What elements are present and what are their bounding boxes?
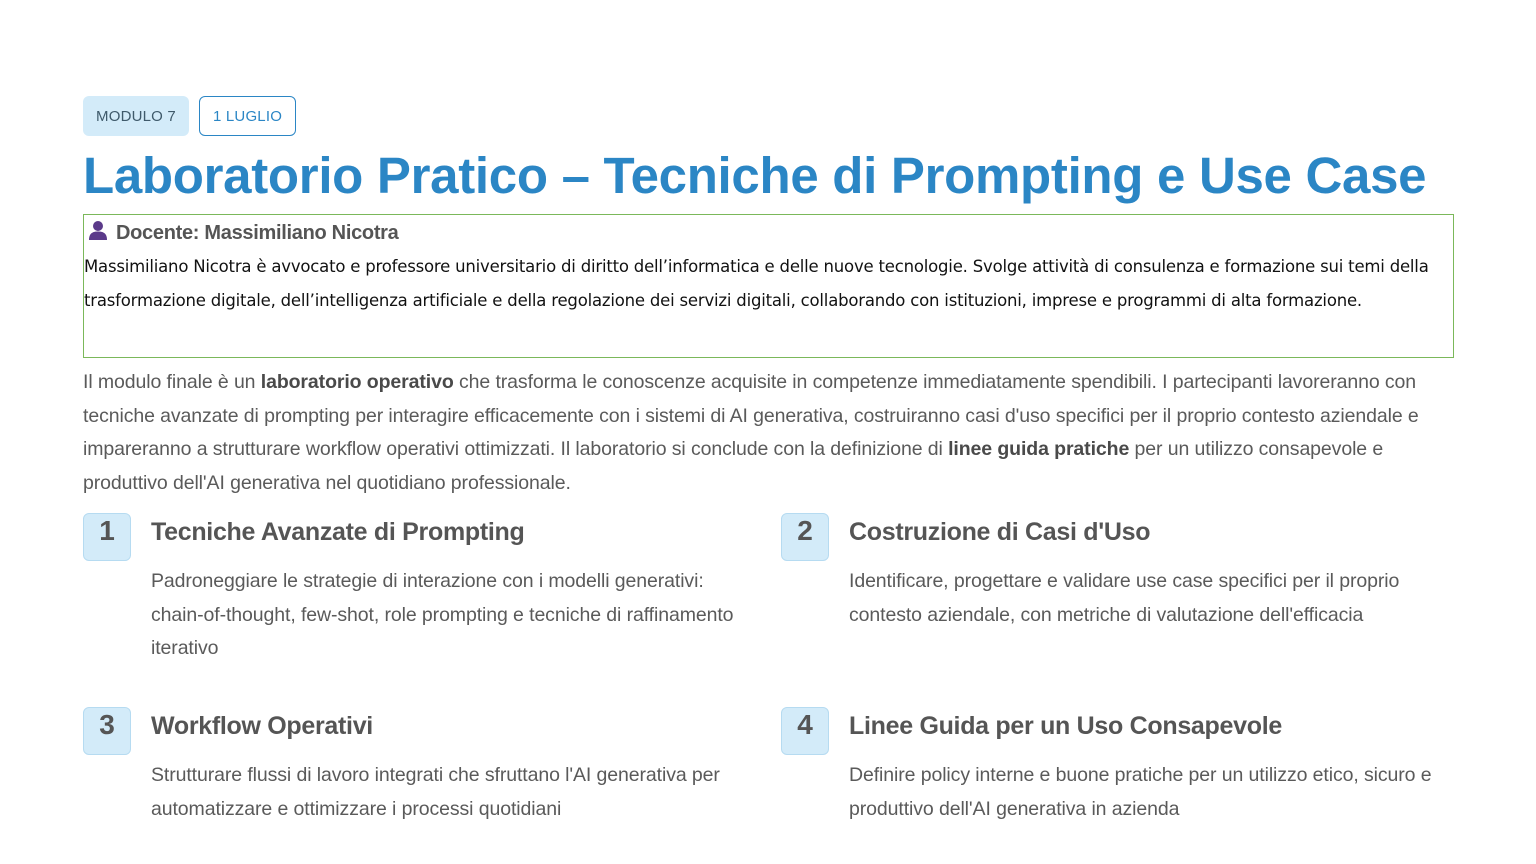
topic-number: 2: [781, 513, 829, 561]
intro-text: che trasforma le conoscenze acquisite in competenze immediatamente spendibili. I partecipanti lavoreranno con tecniche avanzate di prompting per interagire efficacemente con i sistemi di AI generativa, costruiranno casi d'uso specifici per il proprio contesto aziendale e impareranno a strutturare workflow operativi ottimizzati. Il laboratorio si conclude con la definizione di: [83, 371, 1419, 460]
topic-number: 1: [83, 513, 131, 561]
page-title: Laboratorio Pratico – Tecniche di Prompting e Use Case: [83, 147, 1427, 204]
badge-row: [83, 96, 296, 136]
topic-title: Workflow Operativi: [151, 712, 373, 740]
intro-text: Il modulo finale è un: [83, 371, 261, 393]
topic-number: 3: [83, 707, 131, 755]
topic-description: Definire policy interne e buone pratiche per un utilizzo etico, sicuro e produttivo dell'AI generativa in azienda: [849, 764, 1432, 820]
user-icon: [88, 220, 108, 246]
intro-text: per un utilizzo consapevole e produttivo dell'AI generativa nel quotidiano professionale.: [83, 438, 1384, 494]
topic-description: Padroneggiare le strategie di interazione con i modelli generativi: chain-of-thought, few-shot, role prompting e tecniche di raffinamento iterativo: [151, 570, 734, 659]
topic-description: Identificare, progettare e validare use case specifici per il proprio contesto aziendale, con metriche di valutazione dell'efficacia: [849, 570, 1400, 626]
teacher-box: [83, 214, 1454, 358]
intro-highlight: linee guida pratiche: [948, 438, 1130, 460]
intro-highlight: laboratorio operativo: [260, 371, 454, 393]
date-badge: 1 LUGLIO: [199, 96, 296, 136]
topic-title: Costruzione di Casi d'Uso: [849, 518, 1151, 546]
topic-title: Linee Guida per un Uso Consapevole: [849, 712, 1282, 740]
teacher-bio: Massimiliano Nicotra è avvocato e professore universitario di diritto dell’informatica e delle nuove tecnologie. Svolge attività di consulenza e formazione sui temi della trasformazione digitale, dell’intelligenza artificiale e della regolazione dei servizi digitali, collaborando con istituzioni, imprese e programmi di alta formazione.: [84, 257, 1429, 310]
topic-description: Strutturare flussi di lavoro integrati che sfruttano l'AI generativa per automatizzare e ottimizzare i processi quotidiani: [151, 764, 720, 820]
module-badge: MODULO 7: [83, 96, 189, 136]
teacher-heading: [88, 220, 398, 246]
teacher-name: Docente: Massimiliano Nicotra: [116, 221, 399, 244]
topic-title: Tecniche Avanzate di Prompting: [151, 518, 525, 546]
topic-number: 4: [781, 707, 829, 755]
intro-paragraph: [83, 366, 1455, 500]
